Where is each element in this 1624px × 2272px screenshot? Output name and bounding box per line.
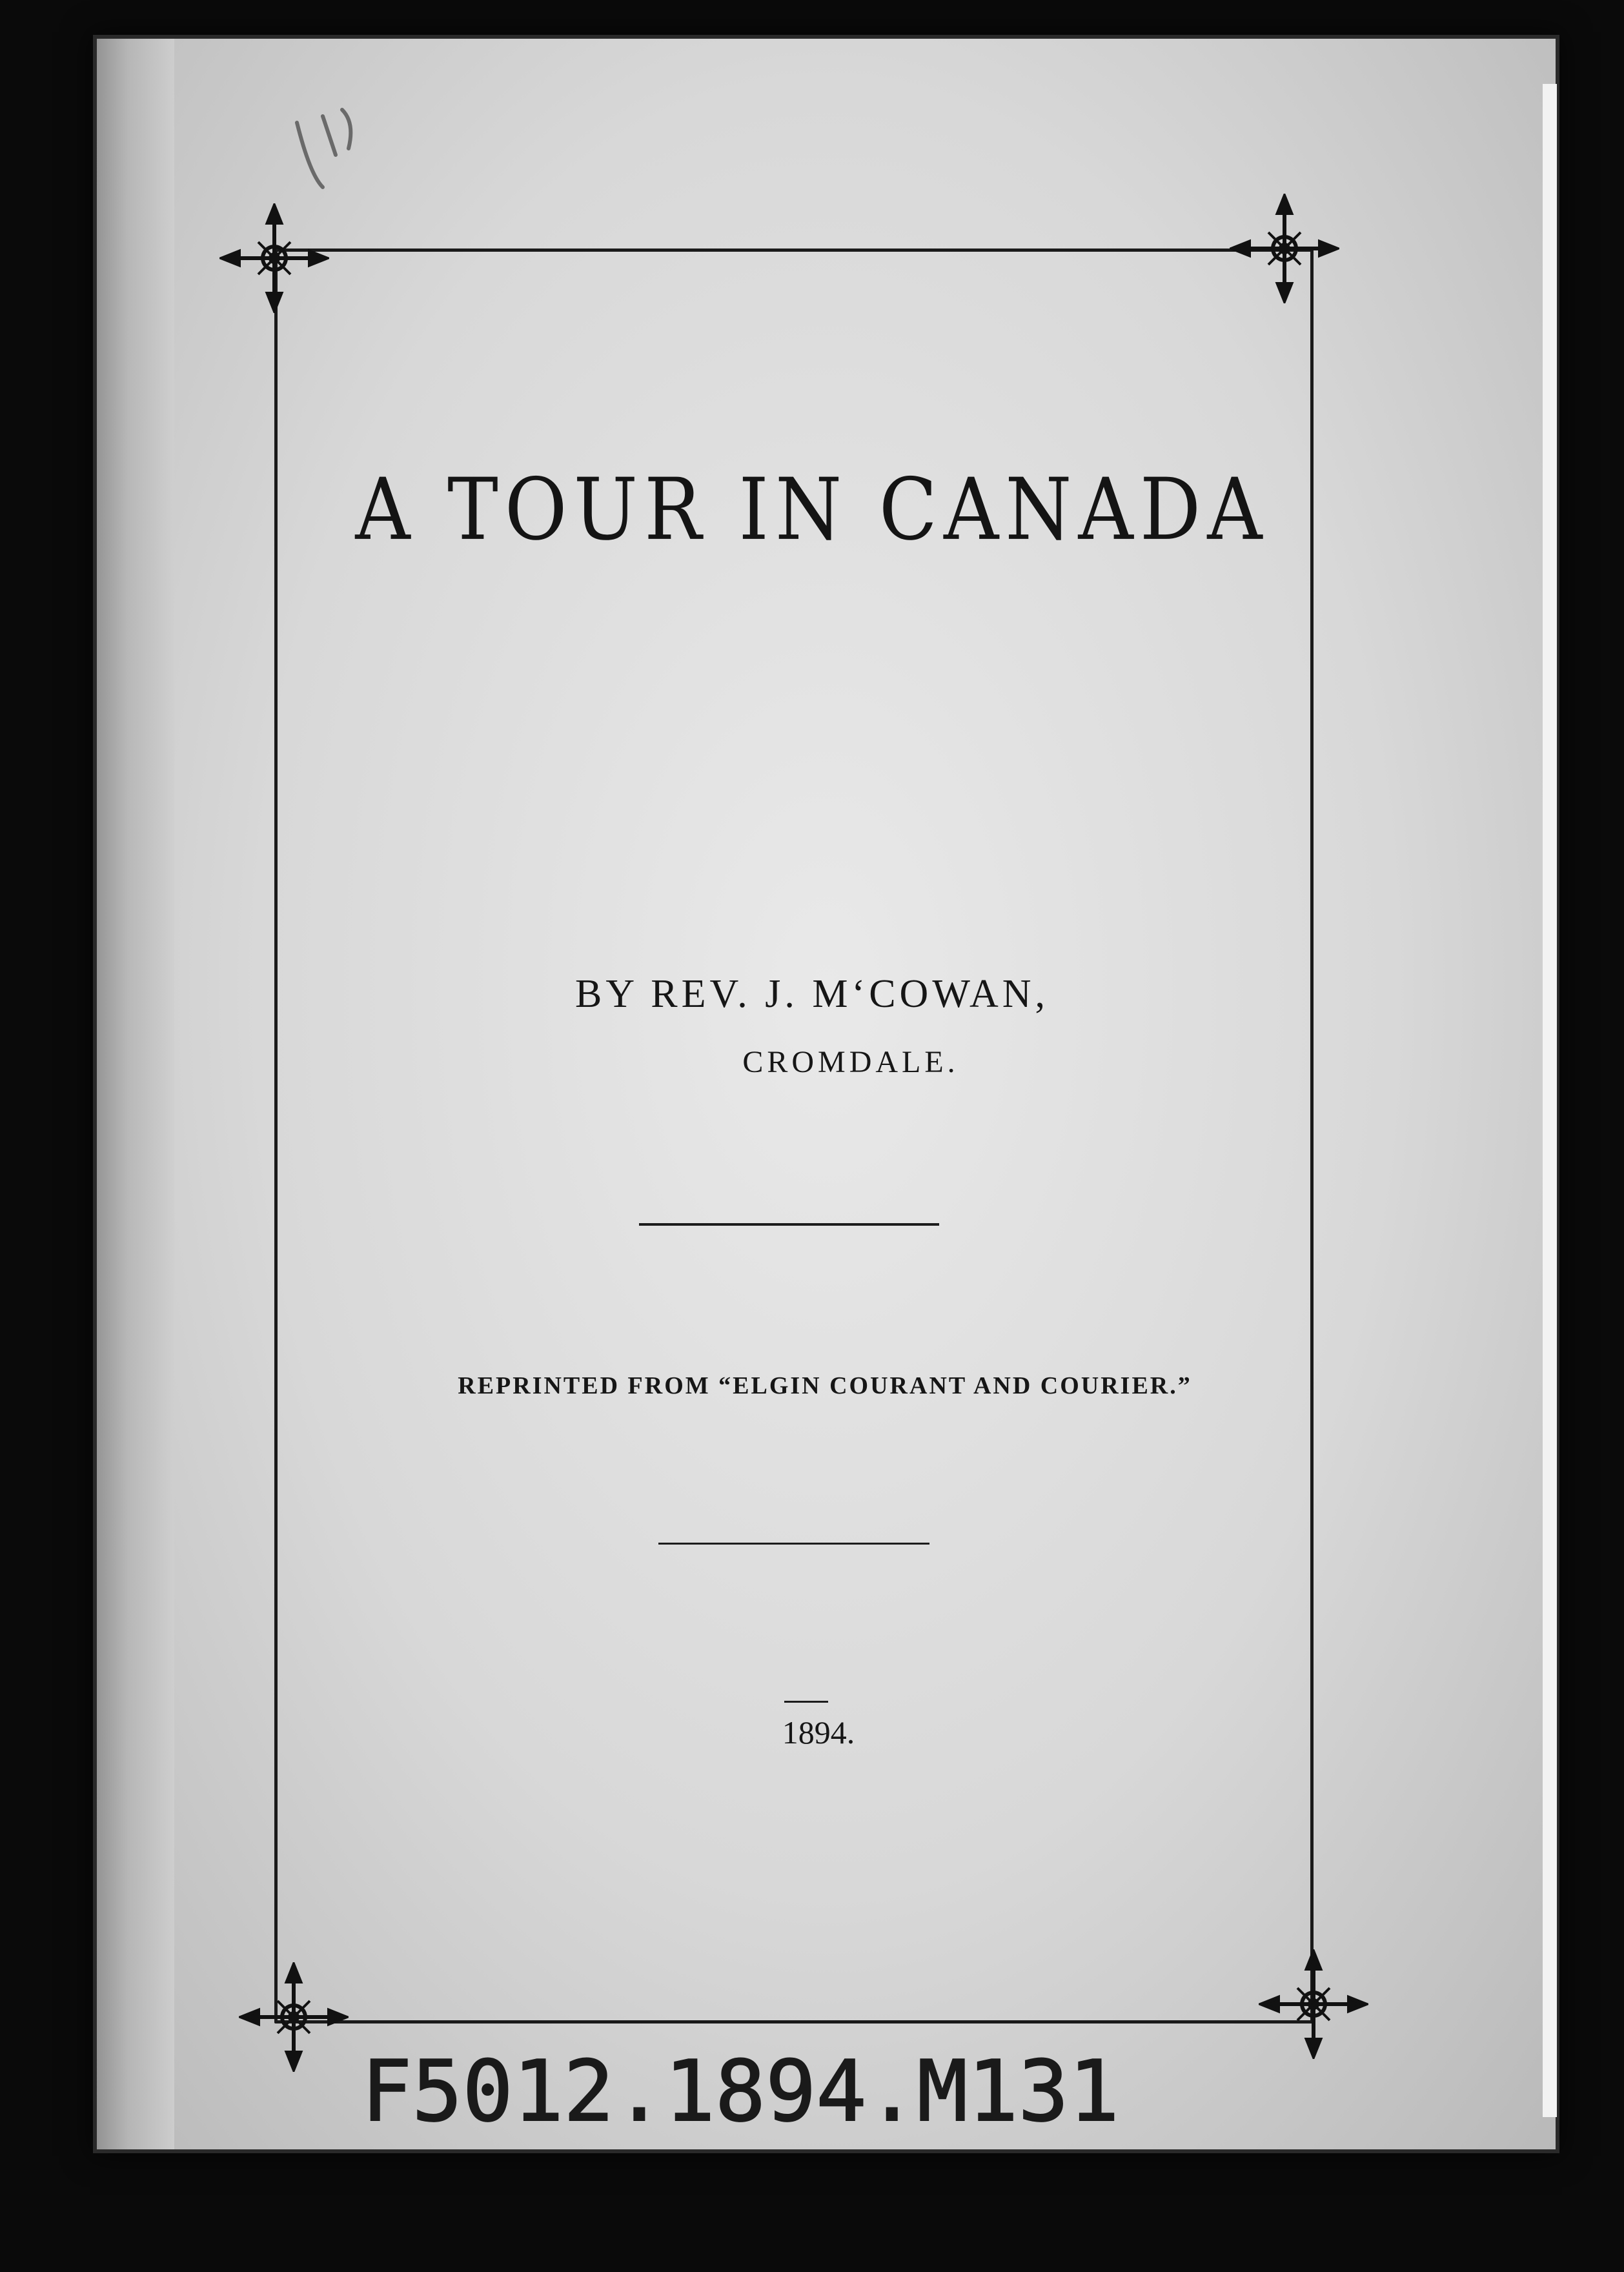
publication-year: 1894. xyxy=(782,1714,855,1750)
handwritten-call-number xyxy=(361,2043,1201,2140)
divider-rule-bottom xyxy=(658,1543,929,1545)
corner-ornament-top-right-icon xyxy=(1230,194,1339,303)
corner-ornament-bottom-right-icon xyxy=(1259,1949,1368,2059)
divider-rule-top xyxy=(639,1223,939,1226)
corner-ornament-bottom-left-icon xyxy=(239,1962,349,2072)
page-edge xyxy=(1543,84,1557,2117)
call-number-text: F5012.1894.M131 xyxy=(361,2043,1119,2140)
book-title: A TOUR IN CANADA xyxy=(355,459,1269,560)
cover-spine-shadow xyxy=(97,39,174,2149)
reprint-note: REPRINTED FROM “ELGIN COURANT AND COURIER.” xyxy=(458,1372,1192,1399)
pencil-mark-icon xyxy=(284,97,387,200)
corner-ornament-top-left-icon xyxy=(219,203,329,313)
year-overline xyxy=(784,1701,828,1703)
author-place: CROMDALE. xyxy=(742,1045,959,1079)
author-line: BY REV. J. M‘COWAN, xyxy=(574,972,1050,1016)
